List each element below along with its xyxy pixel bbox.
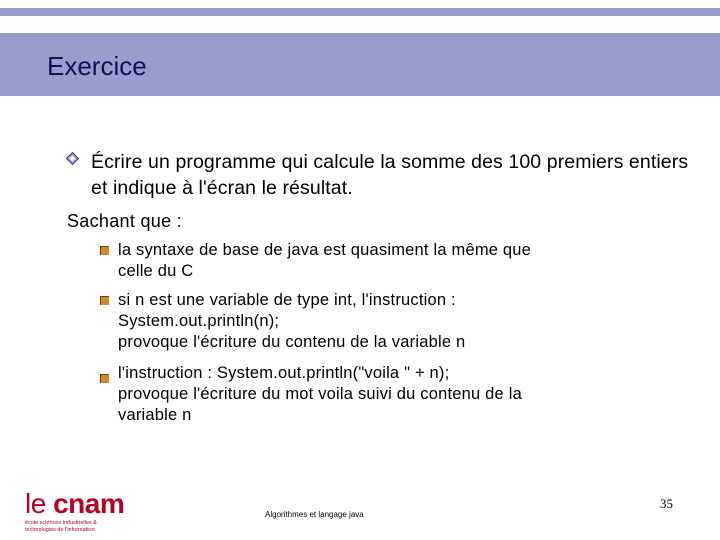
footer-text: Algorithmes et langage java xyxy=(265,510,364,519)
list-item-line: l'instruction : System.out.println("voila " + n); xyxy=(118,364,450,382)
diamond-bullet-icon xyxy=(66,152,79,165)
list-item-line: celle du C xyxy=(118,262,194,280)
slide-title: Exercice xyxy=(47,51,147,81)
list-item-line: System.out.println(n); xyxy=(118,312,280,330)
list-item-line: la syntaxe de base de java est quasiment la même que xyxy=(118,241,532,259)
list-item xyxy=(118,290,465,353)
list-item xyxy=(118,363,522,426)
list-item-line: variable n xyxy=(118,406,192,424)
square-bullet-icon xyxy=(100,296,109,305)
exercise-statement: Écrire un programme qui calcule la somme des 100 premiers entiers et indique à l'écran le résultat. xyxy=(91,151,689,199)
square-bullet-icon xyxy=(100,374,109,383)
square-bullet-icon xyxy=(100,246,109,255)
list-item-line: provoque l'écriture du contenu de la variable n xyxy=(118,333,466,351)
section-label: Sachant que : xyxy=(67,211,182,231)
top-stripe xyxy=(0,8,720,16)
page-number: 35 xyxy=(660,496,673,511)
logo-caption: école sciences industrielles & technologies de l'information xyxy=(25,520,97,533)
list-item-line: si n est une variable de type int, l'instruction : xyxy=(118,291,456,309)
list-item-line: provoque l'écriture du mot voila suivi du contenu de la xyxy=(118,385,522,403)
cnam-logo: le cnam école sciences industrielles & technologies de l'information xyxy=(25,488,125,533)
list-item xyxy=(118,240,531,282)
